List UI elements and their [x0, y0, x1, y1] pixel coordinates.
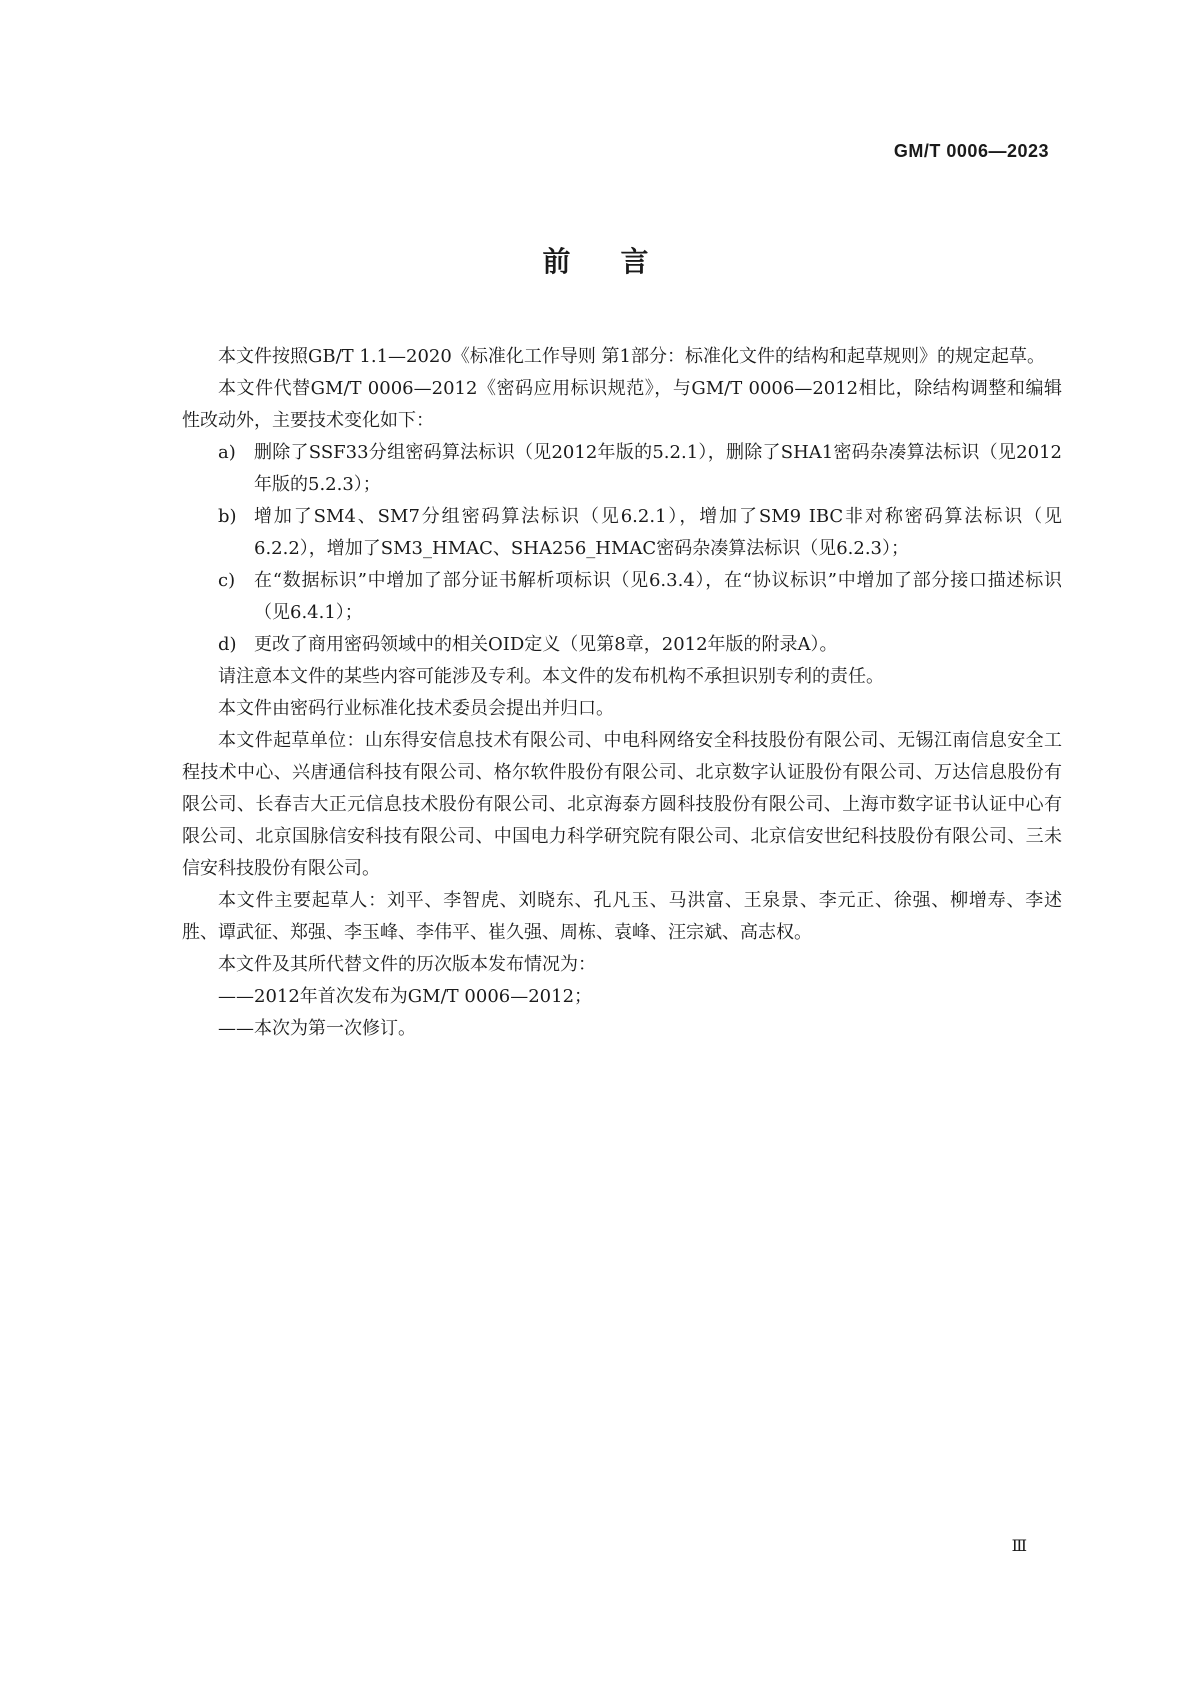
paragraph-replacement: 本文件代替GM/T 0006—2012《密码应用标识规范》，与GM/T 0006—2012相比，除结构调整和编辑性改动外，主要技术变化如下：	[182, 378, 1062, 431]
history-item-current: ——本次为第一次修订。	[218, 1018, 416, 1039]
paragraph-proposer: 本文件由密码行业标准化技术委员会提出并归口。	[218, 698, 614, 719]
change-label: a)	[218, 442, 236, 463]
page-title	[0, 240, 1191, 280]
history-item-2012: ——2012年首次发布为GM/T 0006—2012；	[218, 986, 593, 1007]
change-text: 更改了商用密码领域中的相关OID定义（见第8章，2012年版的附录A）。	[254, 634, 838, 655]
change-item-a	[218, 437, 1062, 501]
paragraph-drafters: 本文件主要起草人：刘平、李智虎、刘晓东、孔凡玉、马洪富、王泉景、李元正、徐强、柳增寿、李述胜、谭武征、郑强、李玉峰、李伟平、崔久强、周栋、袁峰、汪宗斌、高志权。	[182, 890, 1062, 943]
change-item-d	[218, 629, 1062, 661]
change-text: 增加了SM4、SM7分组密码算法标识（见6.2.1），增加了SM9 IBC非对称密码算法标识（见6.2.2），增加了SM3_HMAC、SHA256_HMAC密码杂凑算法标识（见6.2.3）；	[254, 506, 1062, 559]
change-label: d)	[218, 634, 237, 655]
page-number: Ⅲ	[1011, 1536, 1027, 1555]
change-item-b	[218, 501, 1062, 565]
title-char-1: 前	[542, 245, 571, 278]
change-label: c)	[218, 570, 236, 591]
change-text: 删除了SSF33分组密码算法标识（见2012年版的5.2.1），删除了SHA1密码杂凑算法标识（见2012年版的5.2.3）；	[254, 442, 1062, 495]
document-code: GM/T 0006—2023	[893, 141, 1049, 161]
foreword-body	[182, 341, 1062, 1045]
paragraph-patent-notice: 请注意本文件的某些内容可能涉及专利。本文件的发布机构不承担识别专利的责任。	[218, 666, 884, 687]
paragraph-drafting-units: 本文件起草单位：山东得安信息技术有限公司、中电科网络安全科技股份有限公司、无锡江南信息安全工程技术中心、兴唐通信科技有限公司、格尔软件股份有限公司、北京数字认证股份有限公司、万达信息股份有限公司、长春吉大正元信息技术股份有限公司、北京海泰方圆科技股份有限公司、上海市数字证书认证中心有限公司、北京国脉信安科技有限公司、中国电力科学研究院有限公司、北京信安世纪科技股份有限公司、三未信安科技股份有限公司。	[182, 730, 1062, 879]
title-char-2: 言	[620, 245, 649, 278]
paragraph-history-intro: 本文件及其所代替文件的历次版本发布情况为：	[218, 954, 596, 975]
change-label: b)	[218, 506, 237, 527]
change-text: 在“数据标识”中增加了部分证书解析项标识（见6.3.4），在“协议标识”中增加了部分接口描述标识（见6.4.1）；	[254, 570, 1062, 623]
change-item-c	[218, 565, 1062, 629]
paragraph-drafting-rules: 本文件按照GB/T 1.1—2020《标准化工作导则 第1部分：标准化文件的结构和起草规则》的规定起草。	[218, 346, 1046, 367]
